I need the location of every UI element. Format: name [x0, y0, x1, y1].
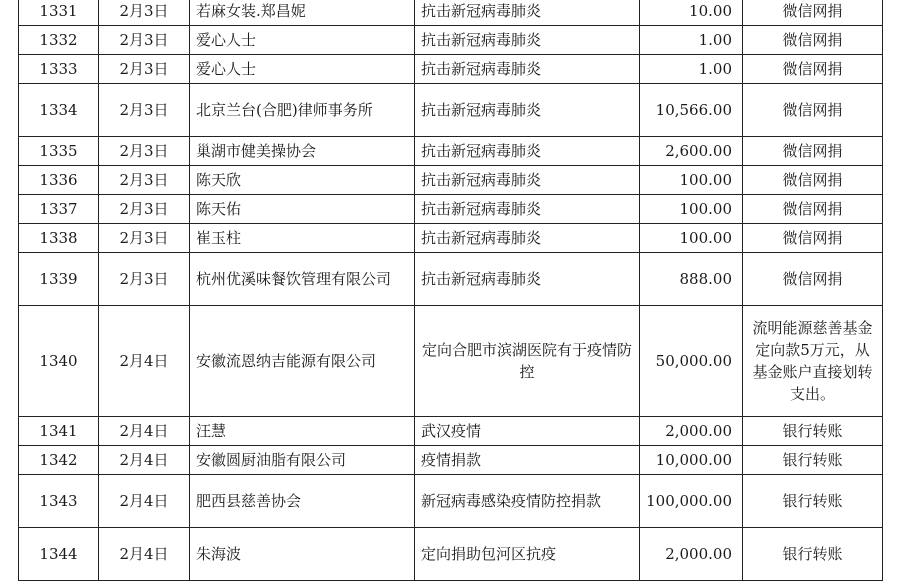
date-cell: 2月4日: [99, 446, 190, 475]
donor-cell: 陈天佑: [190, 195, 415, 224]
date-cell: 2月3日: [99, 137, 190, 166]
table-row: [19, 528, 883, 581]
purpose-cell: 抗击新冠病毒肺炎: [415, 224, 640, 253]
serial-number-cell: 1340: [19, 306, 99, 417]
amount-cell: 100.00: [640, 224, 743, 253]
serial-number-cell: 1339: [19, 253, 99, 306]
table-row: [19, 253, 883, 306]
serial-number-cell: 1341: [19, 417, 99, 446]
table-row: [19, 26, 883, 55]
amount-cell: 100.00: [640, 166, 743, 195]
table-row: [19, 195, 883, 224]
amount-cell: 2,600.00: [640, 137, 743, 166]
donor-cell: 北京兰台(合肥)律师事务所: [190, 84, 415, 137]
purpose-cell: 定向捐助包河区抗疫: [415, 528, 640, 581]
serial-number-cell: 1333: [19, 55, 99, 84]
donor-cell: 朱海波: [190, 528, 415, 581]
method-cell: 银行转账: [743, 475, 883, 528]
donor-cell: 杭州优溪味餐饮管理有限公司: [190, 253, 415, 306]
serial-number-cell: 1343: [19, 475, 99, 528]
table-row: [19, 306, 883, 417]
purpose-cell: 抗击新冠病毒肺炎: [415, 166, 640, 195]
date-cell: 2月4日: [99, 417, 190, 446]
date-cell: 2月3日: [99, 253, 190, 306]
table-row: [19, 84, 883, 137]
method-cell: 微信网捐: [743, 84, 883, 137]
donation-table-body: [19, 0, 883, 581]
amount-cell: 10,566.00: [640, 84, 743, 137]
date-cell: 2月3日: [99, 195, 190, 224]
amount-cell: 2,000.00: [640, 417, 743, 446]
donor-cell: 爱心人士: [190, 26, 415, 55]
amount-cell: 888.00: [640, 253, 743, 306]
serial-number-cell: 1334: [19, 84, 99, 137]
method-cell: 银行转账: [743, 446, 883, 475]
method-cell: 微信网捐: [743, 253, 883, 306]
purpose-cell: 定向合肥市滨湖医院有于疫情防控: [415, 306, 640, 417]
amount-cell: 50,000.00: [640, 306, 743, 417]
purpose-cell: 抗击新冠病毒肺炎: [415, 84, 640, 137]
amount-cell: 100.00: [640, 195, 743, 224]
serial-number-cell: 1342: [19, 446, 99, 475]
method-cell: 微信网捐: [743, 26, 883, 55]
table-row: [19, 224, 883, 253]
purpose-cell: 抗击新冠病毒肺炎: [415, 195, 640, 224]
purpose-cell: 抗击新冠病毒肺炎: [415, 137, 640, 166]
donor-cell: 汪慧: [190, 417, 415, 446]
table-row: [19, 166, 883, 195]
date-cell: 2月3日: [99, 166, 190, 195]
date-cell: 2月3日: [99, 0, 190, 26]
date-cell: 2月3日: [99, 26, 190, 55]
method-cell: 微信网捐: [743, 166, 883, 195]
date-cell: 2月4日: [99, 528, 190, 581]
donor-cell: 安徽圆厨油脂有限公司: [190, 446, 415, 475]
method-cell: 银行转账: [743, 528, 883, 581]
donor-cell: 若麻女装.郑昌妮: [190, 0, 415, 26]
donor-cell: 肥西县慈善协会: [190, 475, 415, 528]
method-cell: 银行转账: [743, 417, 883, 446]
serial-number-cell: 1344: [19, 528, 99, 581]
donor-cell: 爱心人士: [190, 55, 415, 84]
method-cell: 流明能源慈善基金定向款5万元，从基金账户直接划转支出。: [743, 306, 883, 417]
purpose-cell: 疫情捐款: [415, 446, 640, 475]
amount-cell: 1.00: [640, 26, 743, 55]
amount-cell: 2,000.00: [640, 528, 743, 581]
serial-number-cell: 1331: [19, 0, 99, 26]
serial-number-cell: 1335: [19, 137, 99, 166]
serial-number-cell: 1336: [19, 166, 99, 195]
table-row: [19, 446, 883, 475]
date-cell: 2月4日: [99, 306, 190, 417]
purpose-cell: 抗击新冠病毒肺炎: [415, 0, 640, 26]
donor-cell: 崔玉柱: [190, 224, 415, 253]
method-cell: 微信网捐: [743, 195, 883, 224]
method-cell: 微信网捐: [743, 55, 883, 84]
method-cell: 微信网捐: [743, 0, 883, 26]
serial-number-cell: 1337: [19, 195, 99, 224]
amount-cell: 10.00: [640, 0, 743, 26]
date-cell: 2月3日: [99, 55, 190, 84]
table-row: [19, 137, 883, 166]
purpose-cell: 新冠病毒感染疫情防控捐款: [415, 475, 640, 528]
purpose-cell: 抗击新冠病毒肺炎: [415, 253, 640, 306]
table-row: [19, 475, 883, 528]
purpose-cell: 抗击新冠病毒肺炎: [415, 26, 640, 55]
donor-cell: 巢湖市健美操协会: [190, 137, 415, 166]
method-cell: 微信网捐: [743, 224, 883, 253]
donor-cell: 陈天欣: [190, 166, 415, 195]
date-cell: 2月3日: [99, 84, 190, 137]
amount-cell: 10,000.00: [640, 446, 743, 475]
table-row: [19, 0, 883, 26]
table-row: [19, 417, 883, 446]
date-cell: 2月4日: [99, 475, 190, 528]
donation-table: [18, 0, 883, 581]
purpose-cell: 武汉疫情: [415, 417, 640, 446]
table-row: [19, 55, 883, 84]
method-cell: 微信网捐: [743, 137, 883, 166]
serial-number-cell: 1332: [19, 26, 99, 55]
donor-cell: 安徽流恩纳吉能源有限公司: [190, 306, 415, 417]
amount-cell: 1.00: [640, 55, 743, 84]
amount-cell: 100,000.00: [640, 475, 743, 528]
date-cell: 2月3日: [99, 224, 190, 253]
purpose-cell: 抗击新冠病毒肺炎: [415, 55, 640, 84]
serial-number-cell: 1338: [19, 224, 99, 253]
